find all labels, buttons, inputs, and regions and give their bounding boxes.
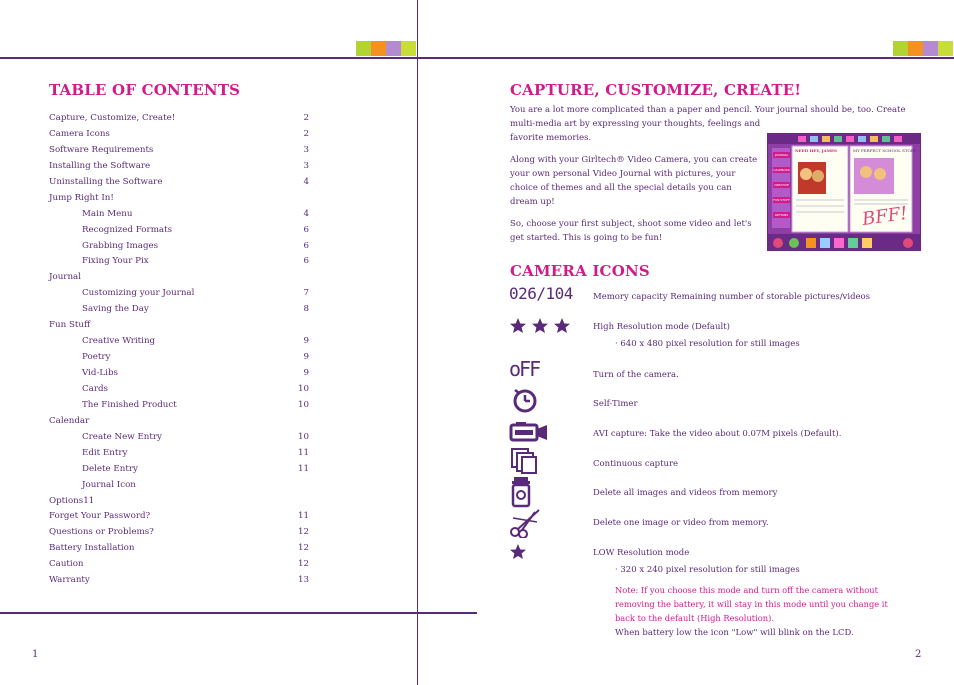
screenshot-menu-item: JOURNAL — [774, 153, 789, 157]
toc-entry-label: Journal — [49, 272, 82, 283]
toc-entry-page: 12 — [297, 559, 309, 570]
toc-entry — [49, 557, 309, 573]
section-title-capture: CAPTURE, CUSTOMIZE, CREATE! — [510, 81, 802, 99]
screenshot-menu-item: OPTIONS — [774, 213, 789, 217]
icon-label-continuous: Continuous capture — [593, 459, 679, 469]
toc-entry-page: 11 — [297, 463, 309, 474]
toc-entry-label: Calendar — [49, 415, 90, 426]
toc-entry-label: Delete Entry — [82, 463, 138, 474]
toc-entry-label: Fixing Your Pix — [82, 256, 149, 267]
continuous-capture-icon — [510, 447, 540, 479]
toc-entry-label: Customizing your Journal — [82, 288, 195, 299]
toc-entry-label: Journal Icon — [82, 479, 136, 490]
icon-label-self-timer: Self-Timer — [593, 399, 638, 409]
toc-entry — [49, 302, 309, 318]
video-journal-paragraph — [510, 153, 757, 209]
toc-entry-label: Cards — [82, 383, 108, 394]
toc-entry — [49, 525, 309, 541]
toc-entry-label: Recognized Formats — [82, 224, 173, 235]
toc-entry-page: 8 — [303, 304, 309, 315]
screenshot-header-right: MY PERFECT SCHOOL STORY — [853, 148, 917, 153]
toc-entry — [49, 334, 309, 350]
toc-entry-page: 11 — [297, 511, 309, 522]
toc-entry-page: 11 — [297, 447, 309, 458]
get-started-paragraph — [510, 217, 752, 245]
icon-label-delete-all: Delete all images and videos from memory — [593, 488, 778, 498]
toc-entry-label: Software Requirements — [49, 144, 154, 155]
table-of-contents — [49, 111, 309, 589]
icon-label-off: Turn of the camera. — [593, 370, 679, 380]
paragraph-line: choice of themes and all the special details you can — [510, 183, 732, 193]
toc-entry-page: 6 — [303, 256, 309, 267]
right-color-swatches — [893, 41, 953, 56]
toc-title: TABLE OF CONTENTS — [49, 81, 241, 99]
toc-entry-page: 6 — [303, 224, 309, 235]
toc-entry — [49, 159, 309, 175]
toc-entry — [49, 223, 309, 239]
toc-entry — [49, 191, 309, 207]
screenshot-menu-item: FUN STUFF — [773, 198, 790, 202]
software-screenshot-image — [767, 133, 921, 251]
toc-entry-page: 4 — [303, 176, 309, 187]
paragraph-line: dream up! — [510, 197, 555, 207]
page-number-right: 2 — [915, 649, 922, 660]
toc-entry — [49, 478, 309, 494]
screenshot-menu — [773, 152, 790, 227]
toc-entry — [49, 254, 309, 270]
toc-entry — [49, 286, 309, 302]
toc-entry-label: Caution — [49, 559, 84, 570]
toc-entry-page: 6 — [303, 240, 309, 251]
toc-entry-page: 9 — [303, 352, 309, 363]
section-title-camera-icons: CAMERA ICONS — [510, 262, 650, 280]
paragraph-line: So, choose your first subject, shoot some video and let's — [510, 219, 752, 229]
screenshot-menu-item: CREATIVE — [774, 183, 789, 187]
toc-entry-page: 3 — [303, 160, 309, 171]
toc-entry-label: Vid-Libs — [82, 368, 118, 378]
icon-label-memory: Memory capacity Remaining number of storable pictures/videos — [593, 292, 871, 302]
toc-entry — [49, 509, 309, 525]
toc-entry — [49, 430, 309, 446]
self-timer-icon — [510, 387, 540, 417]
toc-entry-label: Edit Entry — [82, 447, 128, 458]
swatch-lime — [938, 41, 953, 56]
screenshot-scribble: BFF! — [860, 202, 909, 231]
toc-entry-page: 12 — [297, 527, 309, 538]
icon-label-low-res: LOW Resolution mode — [593, 548, 690, 558]
toc-entry-label: Capture, Customize, Create! — [49, 113, 176, 123]
toc-entry-label: Options11 — [49, 495, 95, 506]
right-bottom-rule — [418, 612, 477, 614]
swatch-orange — [371, 41, 386, 56]
toc-entry-page: 10 — [297, 383, 309, 394]
page-spine — [417, 0, 418, 685]
toc-entry — [49, 366, 309, 382]
toc-entry-page: 12 — [297, 543, 309, 554]
toc-entry-page: 2 — [303, 113, 309, 123]
toc-entry-label: Warranty — [49, 575, 90, 586]
intro-line: favorite memories. — [510, 133, 592, 143]
toc-entry-page: 3 — [303, 144, 309, 155]
swatch-lavender — [386, 41, 401, 56]
intro-line: You are a lot more complicated than a paper and pencil. Your journal should be, too. Create — [510, 105, 906, 115]
toc-entry-label: Creative Writing — [82, 336, 156, 347]
swatch-green — [893, 41, 908, 56]
swatch-lime — [401, 41, 416, 56]
toc-entry — [49, 111, 309, 127]
toc-entry — [49, 239, 309, 255]
toc-entry-label: The Finished Product — [82, 399, 177, 410]
toc-entry — [49, 541, 309, 557]
icon-label-high-res: High Resolution mode (Default) — [593, 322, 730, 332]
trash-can-icon — [510, 476, 534, 512]
toc-entry-label: Grabbing Images — [82, 240, 159, 251]
toc-entry — [49, 175, 309, 191]
icon-label-avi-capture: AVI capture: Take the video about 0.07M pixels (Default). — [593, 429, 842, 439]
paragraph-line: your own personal Video Journal with pictures, your — [510, 169, 736, 179]
high-res-detail: · 640 x 480 pixel resolution for still images — [615, 339, 800, 349]
toc-entry — [49, 207, 309, 223]
toc-entry — [49, 573, 309, 589]
left-color-swatches — [356, 41, 416, 56]
toc-entry-page: 10 — [297, 431, 309, 442]
toc-entry-label: Camera Icons — [49, 128, 110, 139]
toc-entry — [49, 414, 309, 430]
low-res-detail: · 320 x 240 pixel resolution for still images — [615, 565, 800, 575]
toc-entry-page: 10 — [297, 399, 309, 410]
page-number-left: 1 — [32, 649, 39, 660]
toc-entry — [49, 270, 309, 286]
icon-label-delete-one: Delete one image or video from memory. — [593, 518, 769, 528]
right-top-rule — [418, 57, 954, 59]
toc-entry-page: 9 — [303, 336, 309, 347]
single-star-icon — [509, 543, 527, 565]
toc-entry — [49, 127, 309, 143]
toc-entry-page: 9 — [303, 368, 309, 378]
toc-entry — [49, 462, 309, 478]
toc-entry-label: Battery Installation — [49, 543, 135, 554]
toc-entry-label: Saving the Day — [82, 304, 149, 315]
paragraph-line: Along with your Girltech® Video Camera, you can create — [510, 155, 758, 165]
screenshot-header-left: NEED HEY, JAMES — [795, 148, 837, 153]
toc-entry — [49, 446, 309, 462]
toc-entry — [49, 382, 309, 398]
toc-entry-label: Poetry — [82, 352, 111, 363]
toc-entry-label: Installing the Software — [49, 160, 151, 171]
three-stars-icon — [509, 317, 573, 339]
scissors-icon — [509, 508, 541, 542]
paragraph-line: get started. This is going to be fun! — [510, 233, 663, 243]
toc-entry — [49, 398, 309, 414]
toc-entry-label: Jump Right In! — [49, 192, 114, 203]
toc-entry-label: Questions or Problems? — [49, 527, 154, 538]
swatch-orange — [908, 41, 923, 56]
lcd-counter-icon: 026/104 — [509, 284, 573, 303]
toc-entry-label: Uninstalling the Software — [49, 176, 163, 187]
toc-entry — [49, 318, 309, 334]
toc-entry — [49, 350, 309, 366]
left-bottom-rule — [0, 612, 417, 614]
toc-entry-label: Main Menu — [82, 208, 133, 219]
toc-entry-label: Fun Stuff — [49, 320, 91, 331]
toc-entry — [49, 143, 309, 159]
toc-entry-page: 13 — [297, 575, 309, 586]
left-top-rule — [0, 57, 417, 59]
swatch-lavender — [923, 41, 938, 56]
toc-entry — [49, 494, 309, 510]
intro-line: multi-media art by expressing your thoughts, feelings and — [510, 119, 761, 129]
low-res-note: Note: If you choose this mode and turn off the camera without removing the battery, it will stay in this mode until you change it back to the default (High Resolution). — [615, 585, 888, 623]
toc-entry-page: 4 — [303, 208, 309, 219]
toc-entry-label: Forget Your Password? — [49, 511, 151, 522]
toc-entry-page: 2 — [303, 128, 309, 139]
toc-entry-page: 7 — [303, 288, 309, 299]
toc-entry-label: Create New Entry — [82, 431, 162, 442]
swatch-green — [356, 41, 371, 56]
screenshot-menu-item: CALENDAR — [773, 168, 790, 172]
battery-low-text: When battery low the icon "Low" will blink on the LCD. — [615, 628, 854, 638]
video-camera-icon — [509, 421, 549, 447]
off-icon: oFF — [509, 357, 540, 381]
